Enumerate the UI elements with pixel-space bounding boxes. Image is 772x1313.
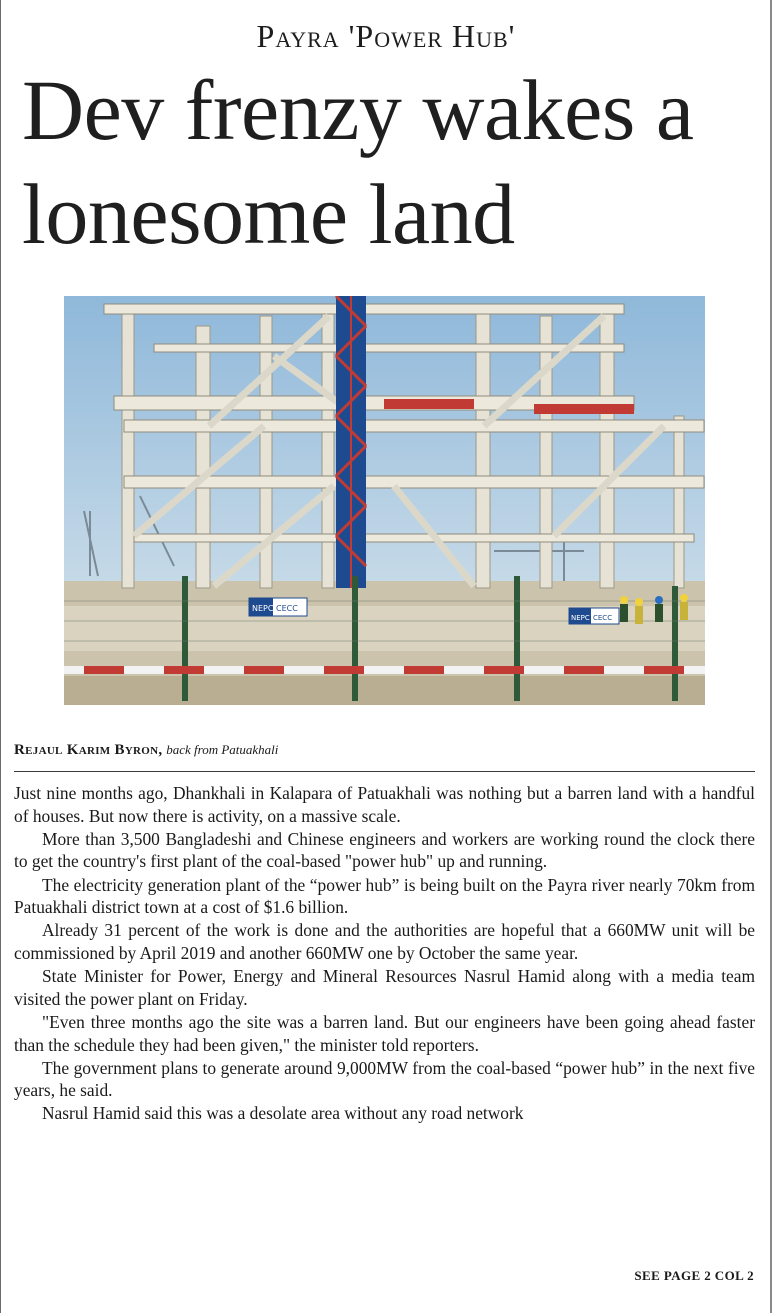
- construction-photo: [64, 296, 705, 705]
- sign-label-3: NEPC: [571, 614, 590, 622]
- sign-label-1: NEPC: [252, 604, 274, 613]
- kicker: Payra 'Power Hub': [256, 18, 516, 54]
- page-edge-left: [0, 0, 1, 1313]
- paragraph: The electricity generation plant of the “power hub” is being built on the Payra river nearly 70km from Patuakhali district town at a cost of $1.6 billion.: [14, 874, 755, 918]
- paragraph: State Minister for Power, Energy and Mineral Resources Nasrul Hamid along with a media team visited the power plant on Friday.: [14, 966, 755, 1009]
- paragraph: More than 3,500 Bangladeshi and Chinese engineers and workers are working round the clock there to get the country's first plant of the coal-based "power hub" up and running.: [14, 828, 755, 872]
- headline: Dev frenzy wakes a lonesome land: [22, 62, 694, 262]
- paragraph: Just nine months ago, Dhankhali in Kalapara of Patuakhali was nothing but a barren land with a handful of houses. But now there is activity, on a massive scale.: [14, 783, 755, 826]
- byline-place: back from Patuakhali: [166, 742, 279, 757]
- paragraph: The government plans to generate around 9,000MW from the coal-based “power hub” in the next five years, he said.: [14, 1057, 755, 1101]
- sign-label-2: CECC: [276, 604, 298, 613]
- paragraph: "Even three months ago the site was a barren land. But our engineers have been going ahead faster than the schedule they had been given," the minister told reporters.: [14, 1011, 755, 1055]
- byline: [14, 742, 278, 759]
- sign-label-4: CECC: [593, 614, 613, 622]
- continued-on-page[interactable]: SEE PAGE 2 COL 2: [634, 1268, 754, 1283]
- red-banner-left: [384, 399, 474, 409]
- byline-rule: [14, 771, 755, 772]
- article-body: [14, 782, 755, 1126]
- paragraph: Already 31 percent of the work is done and the authorities are hopeful that a 660MW unit will be commissioned by April 2019 and another 660MW one by October the same year.: [14, 920, 755, 963]
- barrier: [64, 666, 705, 674]
- red-banner-right: [534, 404, 634, 414]
- tower-crane: [336, 296, 366, 588]
- paragraph: Nasrul Hamid said this was a desolate area without any road network: [42, 1103, 524, 1124]
- byline-name: Rejaul Karim Byron,: [14, 742, 163, 758]
